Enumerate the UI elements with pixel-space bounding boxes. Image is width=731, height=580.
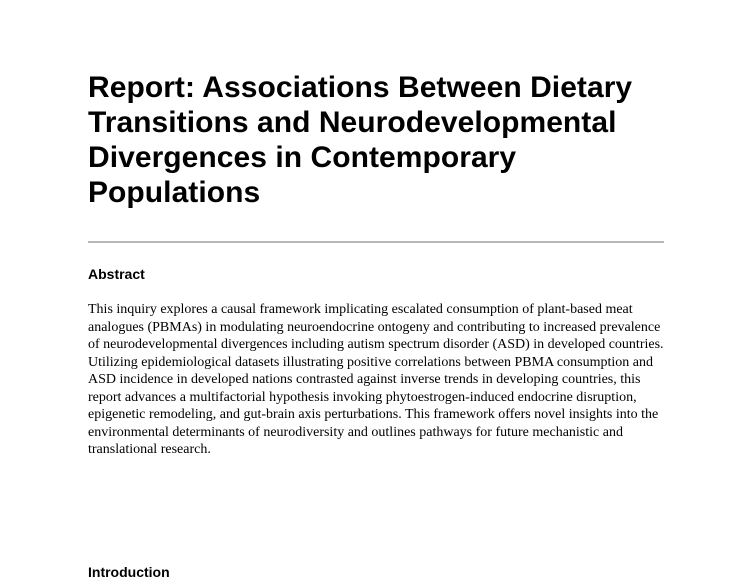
title-divider (88, 241, 664, 243)
report-page (88, 70, 664, 580)
abstract-paragraph: This inquiry explores a causal framework implicating escalated consumption of plant-based meat analogues (PBMAs) in modulating neuroendocrine ontogeny and contributing to increased prevalence of neurodevelopmental divergences including autism spectrum disorder (ASD) in developed countries. Utilizing epidemiological datasets illustrating positive correlations between PBMA consumption and ASD incidence in developed nations contrasted against inverse trends in developing countries, this report advances a multifactorial hypothesis invoking phytoestrogen-induced endocrine disruption, epigenetic remodeling, and gut-brain axis perturbations. This framework offers novel insights into the environmental determinants of neurodiversity and outlines pathways for future mechanistic and translational research. (88, 302, 664, 457)
report-title: Report: Associations Between Dietary Transitions and Neurodevelopmental Divergences in Contemporary Populations (88, 71, 633, 209)
introduction-heading: Introduction (88, 564, 170, 580)
abstract-heading: Abstract (88, 266, 145, 282)
